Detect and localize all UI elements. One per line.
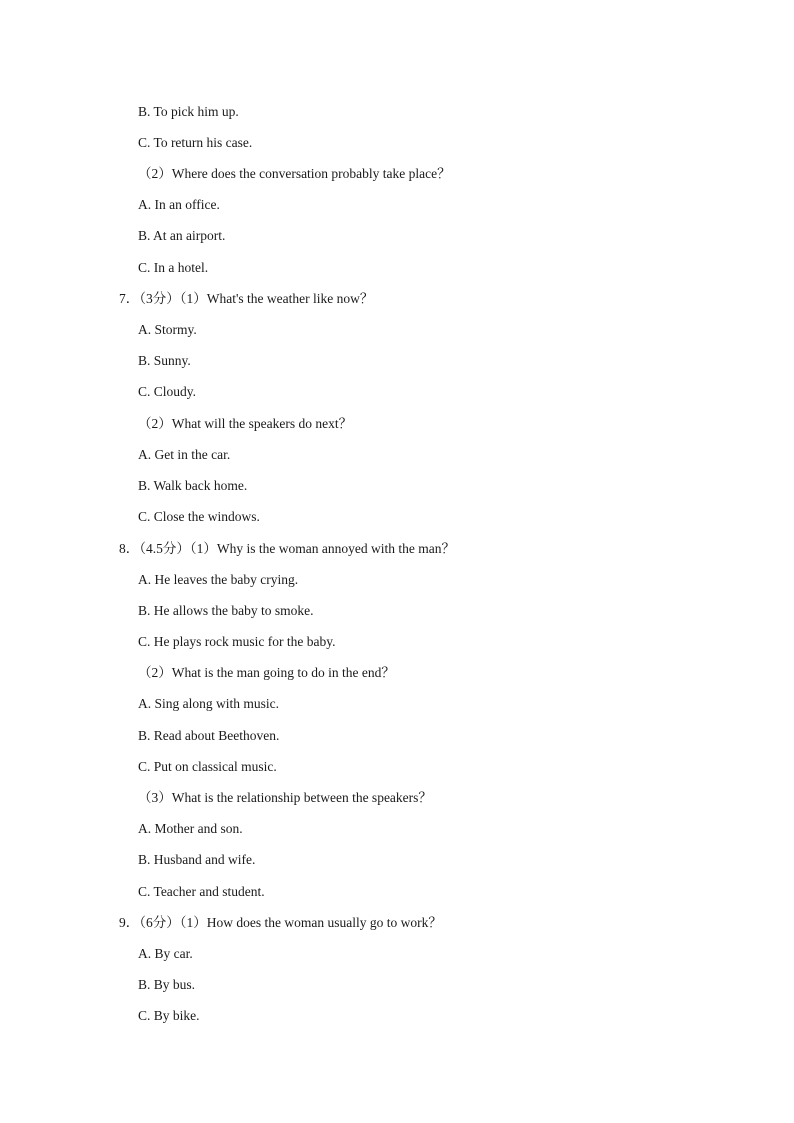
option-line: B. Husband and wife. — [138, 852, 256, 867]
question-line: 7．（3分）（1）What's the weather like now？ — [119, 291, 374, 306]
sub-question-line: （3）What is the relationship between the speakers？ — [138, 790, 432, 805]
option-line: C. Teacher and student. — [138, 884, 265, 899]
option-line: A. By car. — [138, 946, 193, 961]
option-line: B. He allows the baby to smoke. — [138, 603, 314, 618]
option-line: B. Walk back home. — [138, 478, 248, 493]
option-line: C. Cloudy. — [138, 384, 197, 399]
sub-question-line: （2）Where does the conversation probably take place？ — [138, 166, 451, 181]
option-line: C. By bike. — [138, 1008, 200, 1023]
sub-question-line: （2）What is the man going to do in the end？ — [138, 665, 395, 680]
option-line: C. In a hotel. — [138, 260, 209, 275]
option-line: A. In an office. — [138, 197, 220, 212]
sub-question-line: （2）What will the speakers do next？ — [138, 416, 353, 431]
option-line: B. By bus. — [138, 977, 196, 992]
option-line: A. Get in the car. — [138, 447, 231, 462]
option-line: C. Put on classical music. — [138, 759, 277, 774]
option-line: B. At an airport. — [138, 228, 226, 243]
option-line: B. To pick him up. — [138, 104, 239, 119]
option-line: C. Close the windows. — [138, 509, 260, 524]
option-line: A. Mother and son. — [138, 821, 243, 836]
question-line: 9．（6分）（1）How does the woman usually go to work？ — [119, 915, 442, 930]
option-line: A. Stormy. — [138, 322, 197, 337]
option-line: B. Read about Beethoven. — [138, 728, 280, 743]
question-line: 8．（4.5分）（1）Why is the woman annoyed with the man？ — [119, 541, 455, 556]
option-line: A. He leaves the baby crying. — [138, 572, 299, 587]
option-line: A. Sing along with music. — [138, 696, 279, 711]
option-line: B. Sunny. — [138, 353, 191, 368]
option-line: C. To return his case. — [138, 135, 253, 150]
option-line: C. He plays rock music for the baby. — [138, 634, 336, 649]
